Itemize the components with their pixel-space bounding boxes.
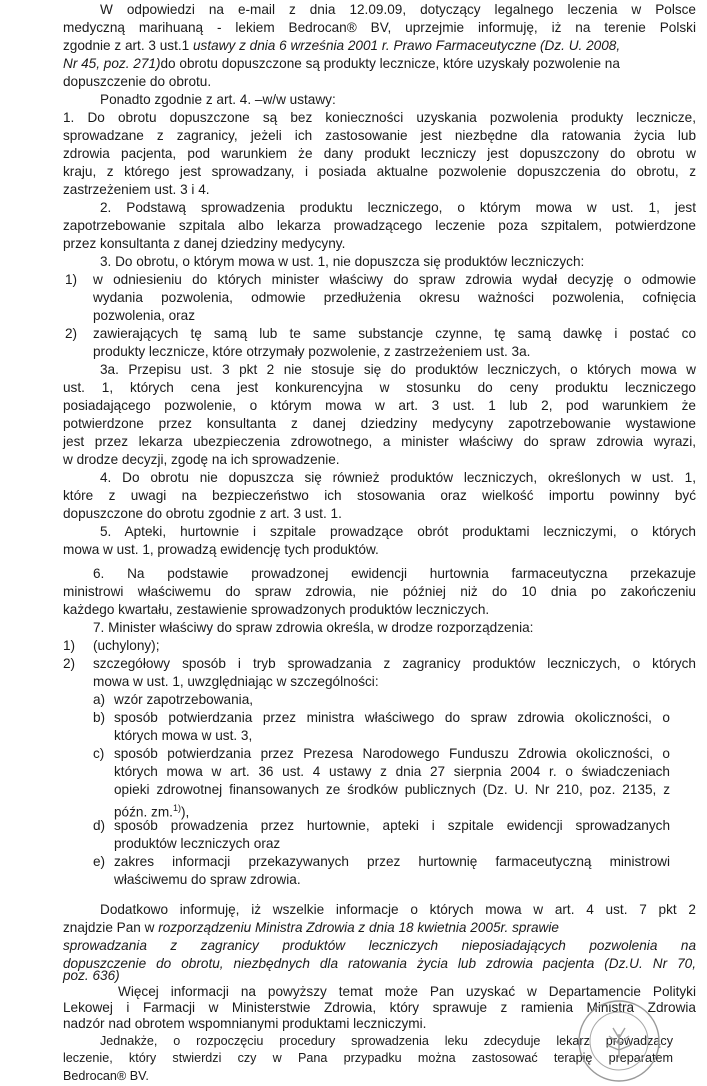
ust-2-line-3: przez konsultanta z danej dziedziny medycyny.	[63, 236, 346, 251]
additional-line-5: poz. 636)	[63, 968, 120, 983]
ust-3a-line-2: ust. 1, których cena jest konkurencyjna w stosunku do ceny produktu leczniczego	[63, 380, 696, 395]
ust-7-point-2-line-2: mowa w ust. 1, uwzględniając w szczególności:	[93, 674, 379, 689]
ust-1-line-1: 1. Do obrotu dopuszczone są bez konieczności uzyskania pozwolenia produkty lecznicze,	[63, 110, 696, 125]
ust-5-line-1: 5. Apteki, hurtownie i szpitale prowadzące obrót produktami leczniczymi, o których	[100, 524, 696, 539]
additional-line-2	[63, 920, 696, 936]
ust-3-point-2-number: 2)	[65, 326, 78, 341]
stamp-icon	[576, 998, 662, 1084]
ust-1-line-3: zdrowia pacjenta, pod warunkiem że dany produkt leczniczy jest dopuszczony do obrotu w	[63, 146, 696, 161]
letter-c-line-3: opieki zdrowotnej finansowanych ze środków publicznych (Dz. U. Nr 210, poz. 2135, z	[114, 782, 670, 797]
ust-3-point-1-line-2: wydania pozwolenia, odmowie przedłużenia okresu ważności pozwolenia, cofnięcia	[93, 290, 696, 305]
ust-1-line-4: kraju, z którego jest sprowadzany, i posiada aktualne pozwolenie dopuszczenia do obrotu, z	[63, 164, 696, 179]
ust-4-line-2: które z uwagi na bezpieczeństwo ich stosowania oraz wielkość importu powinny być	[63, 488, 696, 503]
ust-3a-line-4: potwierdzone przez konsultanta z danej dziedziny medycyny zapotrzebowanie wystawione	[63, 416, 696, 431]
letter-e-line-2: właściwemu do spraw zdrowia.	[114, 872, 301, 887]
additional-line-4: dopuszczenie do obrotu, niezbędnych dla ratowania życia lub zdrowia pacjenta (Dz.U. Nr 70,	[63, 956, 696, 971]
final-line-1: Jednakże, o rozpoczęciu procedury sprowadzenia leku zdecyduje lekarz prowadzący	[100, 1034, 673, 1048]
ust-7-point-1-text: (uchylony);	[93, 638, 160, 653]
final-line-3: Bedrocan® BV.	[63, 1069, 149, 1083]
intro-line-4	[63, 56, 696, 72]
ust-1-line-5: zastrzeżeniem ust. 3 i 4.	[63, 182, 210, 197]
ust-4-line-1: 4. Do obrotu nie dopuszcza się również produktów leczniczych, określonych w ust. 1,	[100, 470, 696, 485]
ust-3a-line-5: jest przez lekarza ubezpieczenia zdrowotnego, a minister właściwy do spraw zdrowia wyrazi,	[63, 434, 696, 449]
letter-d-line-1: sposób prowadzenia przez hurtownie, apteki i szpitale ewidencji sprowadzanych	[114, 818, 670, 833]
intro-line-1: W odpowiedzi na e-mail z dnia 12.09.09, dotyczący legalnego leczenia w Polsce	[100, 2, 696, 17]
regulation-citation: rozporządzeniu Ministra Zdrowia z dnia 18 kwietnia 2005r. sprawie	[158, 920, 559, 935]
letter-a-text: wzór zapotrzebowania,	[114, 692, 254, 707]
ust-3a-line-6: w drodze decyzji, zgodę na ich sprowadzenie.	[63, 452, 340, 467]
ust-3-intro: 3. Do obrotu, o którym mowa w ust. 1, nie dopuszcza się produktów leczniczych:	[100, 254, 585, 269]
letter-c-amendment: późn. zm.	[114, 804, 173, 820]
footnote-reference: 1)	[172, 803, 181, 813]
letter-b-marker: b)	[93, 710, 106, 725]
letter-b-line-2: których mowa w ust. 3,	[114, 728, 253, 743]
more-info-line-1: Więcej informacji na powyższy temat może Pan uzyskać w Departamencie Polityki	[118, 984, 696, 999]
letter-d-line-2: produktów leczniczych oraz	[114, 836, 281, 851]
ust-7-point-2-number: 2)	[63, 656, 76, 671]
letter-b-line-1: sposób potwierdzania przez ministra właściwego do spraw zdrowia okoliczności, o	[114, 710, 670, 725]
law-citation: ustawy z dnia 6 września 2001 r. Prawo Farmaceutyczne (Dz. U. 2008,	[192, 38, 621, 53]
ust-3-point-1-line-1: w odniesieniu do których minister właściwy do spraw zdrowia wydał decyzję o odmowie	[93, 272, 696, 287]
ust-6-line-1: 6. Na podstawie prowadzonej ewidencji hurtownia farmaceutyczna przekazuje	[93, 566, 696, 581]
letter-c-marker: c)	[93, 746, 105, 761]
ust-5-line-2: mowa w ust. 1, prowadzą ewidencję tych produktów.	[63, 542, 379, 557]
additional-line-1: Dodatkowo informuję, iż wszelkie informacje o których mowa w art. 4 ust. 7 pkt 2	[100, 902, 696, 917]
ust-1-line-2: sprowadzane z zagranicy, jeżeli ich zastosowanie jest niezbędne dla ratowania życia lub	[63, 128, 696, 143]
ust-6-line-2: ministrowi właściwemu do spraw zdrowia, nie później niż do 10 dnia po zakończeniu	[63, 584, 696, 599]
intro-line-5: dopuszczenie do obrotu.	[63, 74, 212, 89]
ust-7-point-2-line-1: szczegółowy sposób i tryb sprowadzania z zagranicy produktów leczniczych, o których	[93, 656, 696, 671]
letter-d-marker: d)	[93, 818, 106, 833]
article-4-intro: Ponadto zgodnie z art. 4. –w/w ustawy:	[100, 92, 336, 107]
letter-e-line-1: zakres informacji przekazywanych przez hurtownię farmaceutyczną ministrowi	[114, 854, 670, 869]
ust-2-line-2: zapotrzebowanie szpitala albo lekarza prowadzącego leczenie poza szpitalem, potwierdzone	[63, 218, 696, 233]
ust-3-point-2-line-1: zawierających tę samą lub te same substancje czynne, tę samą dawkę i postać co	[93, 326, 696, 341]
more-info-line-2: Lekowej i Farmacji w Ministerstwie Zdrowia, który sprawuje z ramienia Ministra Zdrowia	[63, 1000, 696, 1015]
ust-4-line-3: dopuszczone do obrotu zgodnie z art. 3 ust. 1.	[63, 506, 342, 521]
letter-c-line-1: sposób potwierdzania przez Prezesa Narodowego Funduszu Zdrowia okoliczności, o	[114, 746, 670, 761]
ust-7-point-1-number: 1)	[63, 638, 76, 653]
law-citation-end: Nr 45, poz. 271)	[63, 56, 161, 71]
ust-2-line-1: 2. Podstawą sprowadzenia produktu leczniczego, o którym mowa w ust. 1, jest	[100, 200, 696, 215]
intro-line-4-text: do obrotu dopuszczone są produkty lecznicze, które uzyskały pozwolenie na	[160, 56, 620, 71]
letter-c-end: ),	[180, 804, 190, 820]
ust-3a-line-3: posiadającego pozwolenie, o którym mowa w art. 3 ust. 1 lub 2, pod warunkiem że	[63, 398, 696, 413]
letter-c-line-2: których mowa w art. 36 ust. 4 ustawy z dnia 27 sierpnia 2004 r. o świadczeniach	[114, 764, 670, 779]
letter-a-marker: a)	[93, 692, 106, 707]
final-line-2-text: leczenie, który stwierdzi czy w Pana przypadku można zastosować terapię preparatem	[63, 1051, 673, 1065]
ust-7-intro: 7. Minister właściwy do spraw zdrowia określa, w drodze rozporządzenia:	[93, 620, 534, 635]
intro-line-3	[63, 38, 696, 54]
additional-line-3: sprowadzania z zagranicy produktów leczniczych nieposiadających pozwolenia na	[63, 938, 696, 953]
letter-e-marker: e)	[93, 854, 106, 869]
ust-3-point-1-line-3: pozwolenia, oraz	[93, 308, 196, 323]
more-info-line-3: nadzór nad obrotem wspomnianymi produktami leczniczymi.	[63, 1016, 427, 1031]
intro-line-2: medyczną marihuaną - lekiem Bedrocan® BV, uprzejmie informuję, iż na terenie Polski	[63, 20, 696, 35]
intro-line-3-text: zgodnie z art. 3 ust.1	[63, 38, 193, 53]
ust-6-line-3: każdego kwartału, zestawienie sprowadzonych produktów leczniczych.	[63, 602, 490, 617]
additional-line-2-text: znajdzie Pan w	[63, 920, 159, 935]
ust-3-point-2-line-2: produkty lecznicze, które otrzymały pozwolenie, z zastrzeżeniem ust. 3a.	[93, 344, 531, 359]
ust-3-point-1-number: 1)	[65, 272, 78, 287]
ust-3a-line-1: 3a. Przepisu ust. 3 pkt 2 nie stosuje się do produktów leczniczych, o których mowa w	[100, 362, 696, 377]
